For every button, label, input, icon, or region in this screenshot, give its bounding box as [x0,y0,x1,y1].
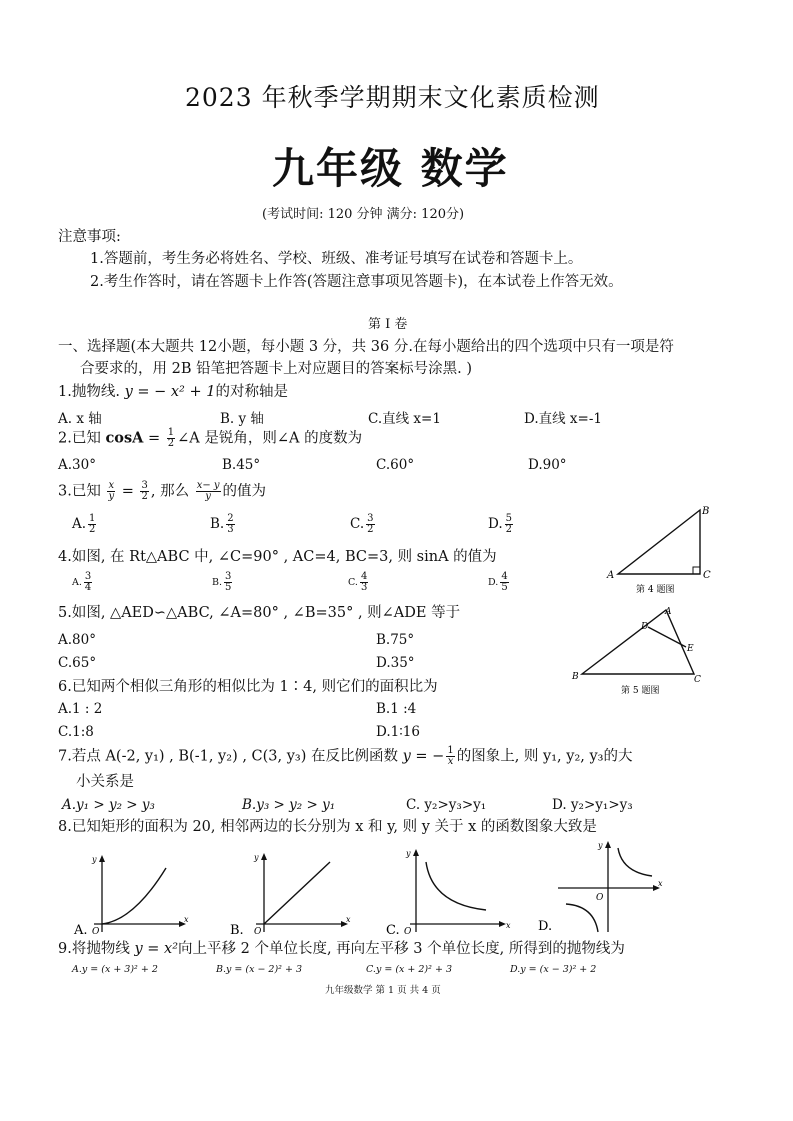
q2-eq: = [143,430,165,447]
q3-eq: = [117,483,139,500]
q4-d-fraction [500,572,508,593]
q1-suffix: 的对称轴是 [215,384,288,400]
q9-option-c: C.y = (x + 2)² + 3 [366,964,452,975]
q8-a-x-label: x [184,915,189,924]
section-line-2: 合要求的，用 2B 铅笔把答题卡上对应题目的答案标号涂黑. ) [80,361,472,377]
q3-label-a: A. [72,516,87,532]
question-7-line-1 [58,746,633,767]
part-heading: 第 Ⅰ 卷 [368,317,408,332]
q8-c-label: C. [386,923,400,936]
q4-label-b-opt: B. [212,577,223,588]
question-4-stem: 4.如图, 在 Rt△ABC 中, ∠C=90° , AC=4, BC=3, 则 sinA 的值为 [58,549,497,565]
q4-c-den: 3 [360,582,368,593]
q8-a-y-arrow [99,855,105,862]
q3-label-b: B. [210,516,225,532]
q4-option-d [488,572,511,593]
q9-prefix: 9.将抛物线 [58,941,135,957]
q3-suffix: 的值为 [222,483,267,500]
q7-suffix: 的图象上, 则 y₁, y₂, y₃的大 [456,748,633,765]
q3-frac2-num: 3 [141,480,148,491]
q3-prefix: 3.已知 [58,483,106,500]
q7-option-a: A.y₁ > y₂ > y₃ [62,797,155,813]
q8-d-curve-upper [618,848,652,876]
q8-graph-a [72,848,198,936]
q7-prefix: 7.若点 A(-2, y₁) , B(-1, y₂) , C(3, y₃) 在反比例函数 [58,748,403,765]
q3-frac2-den: 2 [141,491,148,502]
q5-option-a: A.80° [58,632,96,648]
q3-option-b [210,514,237,535]
q3-c-num: 3 [367,513,374,524]
q1-option-a: A. x 轴 [58,411,102,427]
q3-d-den: 2 [505,524,513,535]
q8-a-origin: O [92,927,100,936]
q5-label-e: E [687,644,694,654]
q2-option-c: C.60° [376,457,415,473]
q4-a-num: 3 [84,571,92,582]
q2-frac-num: 1 [167,427,175,438]
q4-b-fraction [224,572,232,593]
q4-d-num: 4 [501,571,508,582]
q8-c-curve [426,862,486,910]
q5-label-d: D [641,622,649,632]
q7-fraction [446,746,454,767]
q8-b-label: B. [230,923,244,936]
q8-c-y-label: y [406,849,411,858]
q9-option-b: B.y = (x − 2)² + 3 [216,964,303,975]
q4-c-fraction [360,572,368,593]
q3-option-d [488,514,515,535]
q4-b-den: 5 [225,582,232,593]
q6-option-a: A.1 : 2 [58,701,103,717]
q3-a-fraction [88,514,96,535]
q7-frac-den: x [447,756,454,767]
q2-func: cosA [105,429,144,447]
q3-a-num: 1 [89,513,96,524]
q8-b-y-arrow [261,853,267,860]
q3-c-den: 2 [367,524,374,535]
q4-right-angle-mark [693,567,700,574]
q4-label-d-opt: D. [488,577,499,588]
q3-option-c [350,514,377,535]
q5-label-c: C [694,675,701,685]
question-9-stem [58,940,625,958]
q8-d-label: D. [538,919,553,934]
q4-option-b [212,572,234,593]
notes-heading: 注意事项: [58,229,121,245]
q4-label-c: C [703,570,711,581]
q3-fraction-3 [196,481,221,502]
q8-c-y-arrow [413,849,419,856]
q8-d-curve-lower [566,904,598,932]
q1-option-d: D.直线 x=-1 [524,411,603,427]
q4-b-num: 3 [225,571,232,582]
q8-graph-c [386,842,516,936]
q4-label-b: B [702,506,710,517]
question-5-stem: 5.如图, △AED∽△ABC, ∠A=80° , ∠B=35° , 则∠ADE 等于 [58,605,461,621]
q4-a-fraction [84,572,92,593]
q3-option-a [72,514,98,535]
q3-b-fraction [226,514,234,535]
q3-label-c: C. [350,516,365,532]
q8-a-label: A. [74,923,88,936]
question-7-line-2: 小关系是 [76,774,134,790]
q7-option-b: B.y₃ > y₂ > y₁ [242,797,336,813]
q9-option-d: D.y = (x − 3)² + 2 [510,964,597,975]
q6-option-b: B.1 :4 [376,701,417,717]
q3-b-num: 2 [227,513,234,524]
q5-segment-de [648,627,686,647]
q8-c-origin: O [404,927,412,936]
question-8-stem: 8.已知矩形的面积为 20, 相邻两边的长分别为 x 和 y, 则 y 关于 x 的函数图象大致是 [58,819,597,835]
q7-option-d: D. y₂>y₁>y₃ [552,797,633,813]
q4-d-den: 5 [501,582,508,593]
q5-label-b: B [572,672,579,682]
q4-caption: 第 4 题图 [636,585,675,595]
q5-caption: 第 5 题图 [621,686,660,696]
q3-d-num: 5 [505,513,513,524]
q8-b-origin: O [254,927,262,936]
q9-formula: y = x² [134,941,179,957]
note-item: 2.考生作答时，请在答题卡上作答(答题注意事项见答题卡)，在本试卷上作答无效。 [90,274,623,290]
q4-option-a [72,572,94,593]
q6-option-d: D.1∶16 [376,724,420,740]
q3-mid: , 那么 [150,483,194,500]
q4-label-c-opt: C. [348,577,358,588]
q3-frac3-den: y [205,491,211,502]
q1-option-c: C.直线 x=1 [368,411,441,427]
q8-b-x-label: x [346,915,351,924]
q3-frac3-num: x− y [196,480,220,491]
q2-fraction [167,428,175,449]
q2-suffix: ∠A 是锐角，则∠A 的度数为 [177,430,363,447]
q6-option-c: C.1:8 [58,724,94,740]
q4-triangle [618,510,700,574]
q7-func: y = − [402,748,445,765]
q8-graph-b [230,846,356,936]
q8-d-y-arrow [605,841,611,848]
q4-a-den: 4 [84,582,92,593]
q8-c-x-label: x [506,921,511,930]
q8-b-line [264,862,330,924]
q3-a-den: 2 [89,524,96,535]
q8-c-x-arrow [499,921,506,927]
q8-graph-d [538,836,668,936]
q5-option-d: D.35° [376,655,415,671]
exam-info: (考试时间: 120 分钟 满分: 120分) [262,207,465,222]
q5-label-a: A [665,607,672,617]
q3-fraction-2 [140,481,148,502]
q8-a-y-label: y [92,855,97,864]
subject-title: 九年级 数学 [272,144,509,193]
q2-prefix: 2.已知 [58,430,106,447]
question-2-stem [58,428,362,449]
note-item: 1.答题前，考生务必将姓名、学校、班级、准考证号填写在试卷和答题卡上。 [90,251,583,267]
question-3-stem [58,481,266,502]
q1-formula: y = − x² + 1 [124,384,216,400]
q4-label-a-opt: A. [72,577,82,588]
section-line-1: 一、选择题(本大题共 12小题，每小题 3 分，共 36 分.在每小题给出的四个选项中只有一项是符 [58,339,674,355]
question-6-stem: 6.已知两个相似三角形的相似比为 1∶4, 则它们的面积比为 [58,679,438,695]
q2-option-d: D.90° [528,457,567,473]
q2-frac-den: 2 [167,438,175,449]
q2-option-b: B.45° [222,457,261,473]
q3-d-fraction [505,514,513,535]
q5-figure [566,602,716,698]
q8-b-y-label: y [254,853,259,862]
q2-option-a: A.30° [58,457,96,473]
q8-a-curve [102,868,166,924]
q1-option-b: B. y 轴 [220,411,264,427]
q4-label-a: A [607,570,615,581]
q1-prefix: 1.抛物线. [58,384,125,400]
q3-fraction-1 [107,481,115,502]
q5-option-b: B.75° [376,632,415,648]
q4-figure [600,502,720,598]
q3-frac1-num: x [108,480,115,491]
q3-b-den: 3 [227,524,234,535]
page-footer: 九年级数学 第 1 页 共 4 页 [325,985,441,996]
q9-option-a: A.y = (x + 3)² + 2 [72,964,158,975]
q8-d-y-label: y [598,841,603,850]
q8-d-x-label: x [658,879,663,888]
q7-option-c: C. y₂>y₃>y₁ [406,797,487,813]
question-1-stem [58,383,288,401]
q4-c-num: 4 [360,571,368,582]
q7-frac-num: 1 [447,745,454,756]
exam-title: 2023 年秋季学期期末文化素质检测 [185,83,600,112]
q8-d-origin: O [596,893,604,903]
q3-label-d: D. [488,516,503,532]
q3-c-fraction [366,514,374,535]
q4-option-c [348,572,370,593]
q3-frac1-den: y [108,491,115,502]
q9-suffix: 向上平移 2 个单位长度, 再向左平移 3 个单位长度, 所得到的抛物线为 [178,941,625,957]
q5-option-c: C.65° [58,655,97,671]
